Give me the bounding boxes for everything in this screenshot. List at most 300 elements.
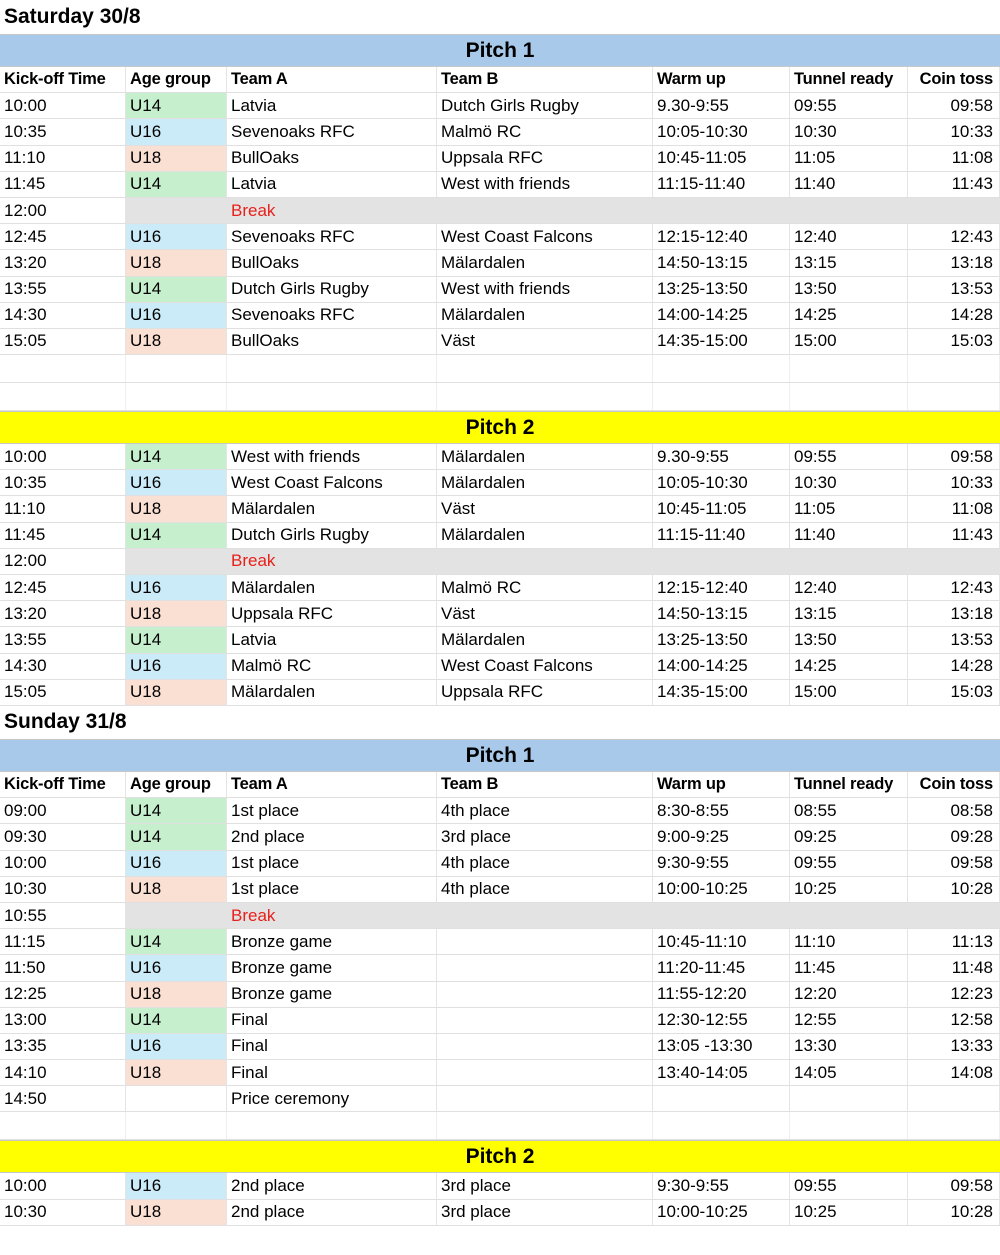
warm-up: 10:00-10:25 (653, 1200, 790, 1225)
coin-toss: 13:33 (908, 1034, 1000, 1059)
team-a: BullOaks (227, 329, 437, 354)
warm-up: 8:30-8:55 (653, 798, 790, 823)
empty-cell (437, 1112, 653, 1139)
tunnel-ready: 15:00 (790, 329, 908, 354)
team-b (437, 982, 653, 1007)
match-row (0, 444, 1000, 470)
coin-toss: 09:58 (908, 851, 1000, 876)
match-row (0, 680, 1000, 706)
age-group-badge: U16 (126, 851, 227, 876)
tunnel-ready: 09:55 (790, 851, 908, 876)
match-row (0, 1086, 1000, 1112)
tunnel-ready: 13:15 (790, 250, 908, 275)
warm-up: 10:45-11:10 (653, 929, 790, 954)
kickoff-time: 14:30 (0, 303, 126, 328)
tunnel-ready: 11:05 (790, 496, 908, 521)
empty-cell (437, 198, 653, 223)
team-b: Väst (437, 496, 653, 521)
team-b: Väst (437, 601, 653, 626)
empty-cell (908, 549, 1000, 574)
kickoff-time: 10:55 (0, 903, 126, 928)
tunnel-ready: 11:40 (790, 523, 908, 548)
empty-cell (790, 383, 908, 410)
age-group-badge: U18 (126, 496, 227, 521)
tunnel-ready: 14:25 (790, 654, 908, 679)
coin-toss: 11:43 (908, 172, 1000, 197)
header-kickoff-time: Kick-off Time (0, 772, 126, 797)
team-a: Uppsala RFC (227, 601, 437, 626)
kickoff-time: 11:15 (0, 929, 126, 954)
team-a: Mälardalen (227, 496, 437, 521)
warm-up: 11:15-11:40 (653, 523, 790, 548)
team-b: 3rd place (437, 824, 653, 849)
team-a: West Coast Falcons (227, 470, 437, 495)
warm-up: 14:00-14:25 (653, 654, 790, 679)
kickoff-time: 13:35 (0, 1034, 126, 1059)
age-group-badge: U14 (126, 172, 227, 197)
header-team-a: Team A (227, 67, 437, 92)
age-group-badge: U18 (126, 329, 227, 354)
match-row (0, 851, 1000, 877)
team-b: 4th place (437, 798, 653, 823)
coin-toss: 15:03 (908, 329, 1000, 354)
kickoff-time: 10:30 (0, 877, 126, 902)
age-group-badge: U14 (126, 1008, 227, 1033)
age-group-badge: U16 (126, 1034, 227, 1059)
tunnel-ready: 10:30 (790, 470, 908, 495)
tunnel-ready: 09:55 (790, 93, 908, 118)
empty-cell (0, 383, 126, 410)
match-row (0, 1173, 1000, 1199)
empty-cell (126, 198, 227, 223)
match-row (0, 224, 1000, 250)
empty-cell (0, 1112, 126, 1139)
age-group-badge: U14 (126, 798, 227, 823)
kickoff-time: 09:30 (0, 824, 126, 849)
kickoff-time: 12:45 (0, 575, 126, 600)
kickoff-time: 13:20 (0, 250, 126, 275)
kickoff-time: 12:25 (0, 982, 126, 1007)
break-row (0, 549, 1000, 575)
coin-toss: 14:28 (908, 303, 1000, 328)
pitch-title: Pitch 2 (0, 1140, 1000, 1173)
empty-cell (653, 198, 790, 223)
team-b: Uppsala RFC (437, 146, 653, 171)
empty-cell (126, 549, 227, 574)
team-a: Malmö RC (227, 654, 437, 679)
team-b: 4th place (437, 851, 653, 876)
age-group-badge: U14 (126, 929, 227, 954)
kickoff-time: 11:45 (0, 523, 126, 548)
match-row (0, 654, 1000, 680)
team-b: 3rd place (437, 1173, 653, 1198)
coin-toss: 10:33 (908, 119, 1000, 144)
team-a: Latvia (227, 93, 437, 118)
break-row (0, 198, 1000, 224)
tunnel-ready: 09:55 (790, 444, 908, 469)
team-a: Mälardalen (227, 575, 437, 600)
empty-cell (908, 198, 1000, 223)
match-row (0, 250, 1000, 276)
match-row (0, 277, 1000, 303)
header-age-group: Age group (126, 772, 227, 797)
team-b: West with friends (437, 172, 653, 197)
warm-up: 13:25-13:50 (653, 277, 790, 302)
team-a: Final (227, 1034, 437, 1059)
age-group-badge: U16 (126, 654, 227, 679)
kickoff-time: 10:30 (0, 1200, 126, 1225)
empty-cell (437, 549, 653, 574)
match-row (0, 627, 1000, 653)
empty-cell (790, 355, 908, 382)
team-b: Väst (437, 329, 653, 354)
team-b: Mälardalen (437, 523, 653, 548)
kickoff-time: 12:00 (0, 549, 126, 574)
warm-up: 11:15-11:40 (653, 172, 790, 197)
kickoff-time: 11:45 (0, 172, 126, 197)
header-row (0, 67, 1000, 93)
warm-up: 14:00-14:25 (653, 303, 790, 328)
warm-up: 9:30-9:55 (653, 851, 790, 876)
coin-toss: 09:58 (908, 1173, 1000, 1198)
empty-cell (0, 355, 126, 382)
coin-toss: 13:18 (908, 601, 1000, 626)
warm-up: 12:15-12:40 (653, 224, 790, 249)
header-team-a: Team A (227, 772, 437, 797)
coin-toss: 10:33 (908, 470, 1000, 495)
tunnel-ready: 09:55 (790, 1173, 908, 1198)
match-row (0, 470, 1000, 496)
warm-up: 13:40-14:05 (653, 1060, 790, 1085)
match-row (0, 1034, 1000, 1060)
header-coin-toss: Coin toss (908, 772, 1000, 797)
team-b: Mälardalen (437, 627, 653, 652)
kickoff-time: 10:00 (0, 93, 126, 118)
empty-cell (653, 383, 790, 410)
match-row (0, 172, 1000, 198)
header-coin-toss: Coin toss (908, 67, 1000, 92)
team-b (437, 1060, 653, 1085)
age-group-badge: U16 (126, 575, 227, 600)
team-b (437, 929, 653, 954)
kickoff-time: 14:30 (0, 654, 126, 679)
match-row (0, 955, 1000, 981)
team-b (437, 1086, 653, 1111)
pitch-title: Pitch 2 (0, 411, 1000, 444)
header-warm-up: Warm up (653, 772, 790, 797)
team-b: Malmö RC (437, 119, 653, 144)
age-group-badge: U18 (126, 250, 227, 275)
team-b: West Coast Falcons (437, 224, 653, 249)
warm-up: 11:55-12:20 (653, 982, 790, 1007)
warm-up: 14:50-13:15 (653, 250, 790, 275)
kickoff-time: 10:00 (0, 444, 126, 469)
empty-cell (126, 1112, 227, 1139)
empty-cell (227, 383, 437, 410)
empty-cell (653, 1112, 790, 1139)
team-b (437, 1008, 653, 1033)
header-kickoff-time: Kick-off Time (0, 67, 126, 92)
warm-up: 11:20-11:45 (653, 955, 790, 980)
team-a: 2nd place (227, 824, 437, 849)
tunnel-ready: 14:25 (790, 303, 908, 328)
coin-toss: 14:08 (908, 1060, 1000, 1085)
age-group-badge: U16 (126, 303, 227, 328)
warm-up: 10:05-10:30 (653, 119, 790, 144)
empty-cell (653, 903, 790, 928)
empty-cell (908, 383, 1000, 410)
kickoff-time: 13:00 (0, 1008, 126, 1033)
coin-toss: 14:28 (908, 654, 1000, 679)
empty-cell (437, 903, 653, 928)
team-a: 2nd place (227, 1200, 437, 1225)
coin-toss: 08:58 (908, 798, 1000, 823)
coin-toss: 09:28 (908, 824, 1000, 849)
day-block (0, 705, 1000, 1226)
tunnel-ready: 11:05 (790, 146, 908, 171)
break-row (0, 903, 1000, 929)
coin-toss: 10:28 (908, 1200, 1000, 1225)
team-a: Latvia (227, 172, 437, 197)
tunnel-ready: 10:30 (790, 119, 908, 144)
kickoff-time: 11:50 (0, 955, 126, 980)
age-group-badge: U16 (126, 955, 227, 980)
tunnel-ready: 15:00 (790, 680, 908, 705)
coin-toss: 09:58 (908, 93, 1000, 118)
tunnel-ready: 13:50 (790, 627, 908, 652)
match-row (0, 93, 1000, 119)
empty-cell (227, 355, 437, 382)
tunnel-ready: 11:40 (790, 172, 908, 197)
coin-toss: 12:43 (908, 575, 1000, 600)
age-group-badge: U18 (126, 877, 227, 902)
kickoff-time: 13:55 (0, 277, 126, 302)
tunnel-ready: 11:45 (790, 955, 908, 980)
match-row (0, 1200, 1000, 1226)
coin-toss: 11:48 (908, 955, 1000, 980)
pitch-title: Pitch 1 (0, 34, 1000, 67)
coin-toss: 13:53 (908, 277, 1000, 302)
tunnel-ready: 12:55 (790, 1008, 908, 1033)
age-group-badge: U14 (126, 523, 227, 548)
coin-toss: 13:18 (908, 250, 1000, 275)
age-group-badge: U16 (126, 224, 227, 249)
age-group (126, 1086, 227, 1111)
team-a: Dutch Girls Rugby (227, 277, 437, 302)
team-b: Uppsala RFC (437, 680, 653, 705)
coin-toss: 13:53 (908, 627, 1000, 652)
team-a: Price ceremony (227, 1086, 437, 1111)
team-a: 2nd place (227, 1173, 437, 1198)
match-row (0, 798, 1000, 824)
coin-toss (908, 1086, 1000, 1111)
kickoff-time: 15:05 (0, 680, 126, 705)
tunnel-ready: 10:25 (790, 877, 908, 902)
kickoff-time: 10:00 (0, 1173, 126, 1198)
age-group-badge: U14 (126, 824, 227, 849)
team-a: Sevenoaks RFC (227, 303, 437, 328)
empty-cell (126, 903, 227, 928)
team-a: Sevenoaks RFC (227, 119, 437, 144)
tunnel-ready: 13:50 (790, 277, 908, 302)
team-a: BullOaks (227, 146, 437, 171)
team-a: Bronze game (227, 955, 437, 980)
age-group-badge: U18 (126, 1200, 227, 1225)
team-a: 1st place (227, 851, 437, 876)
match-row (0, 877, 1000, 903)
empty-cell (790, 549, 908, 574)
team-a: Bronze game (227, 929, 437, 954)
empty-cell (908, 1112, 1000, 1139)
age-group-badge: U14 (126, 627, 227, 652)
coin-toss: 15:03 (908, 680, 1000, 705)
warm-up: 14:35-15:00 (653, 680, 790, 705)
match-row (0, 303, 1000, 329)
match-row (0, 982, 1000, 1008)
header-row (0, 772, 1000, 798)
kickoff-time: 12:45 (0, 224, 126, 249)
team-a: West with friends (227, 444, 437, 469)
tunnel-ready: 10:25 (790, 1200, 908, 1225)
kickoff-time: 10:35 (0, 470, 126, 495)
team-b: Mälardalen (437, 250, 653, 275)
empty-cell (126, 355, 227, 382)
coin-toss: 12:43 (908, 224, 1000, 249)
match-row (0, 1008, 1000, 1034)
empty-cell (908, 355, 1000, 382)
team-a: Dutch Girls Rugby (227, 523, 437, 548)
coin-toss: 11:43 (908, 523, 1000, 548)
warm-up: 10:45-11:05 (653, 496, 790, 521)
team-a: Final (227, 1008, 437, 1033)
empty-cell (653, 355, 790, 382)
kickoff-time: 09:00 (0, 798, 126, 823)
kickoff-time: 11:10 (0, 146, 126, 171)
tunnel-ready: 08:55 (790, 798, 908, 823)
kickoff-time: 13:20 (0, 601, 126, 626)
header-warm-up: Warm up (653, 67, 790, 92)
coin-toss: 09:58 (908, 444, 1000, 469)
coin-toss: 11:08 (908, 146, 1000, 171)
match-row (0, 929, 1000, 955)
warm-up: 9:30-9:55 (653, 1173, 790, 1198)
coin-toss: 12:58 (908, 1008, 1000, 1033)
match-row (0, 601, 1000, 627)
spacer-row (0, 1112, 1000, 1140)
warm-up: 14:50-13:15 (653, 601, 790, 626)
spacer-row (0, 355, 1000, 383)
kickoff-time: 10:00 (0, 851, 126, 876)
age-group-badge: U14 (126, 444, 227, 469)
team-b: Mälardalen (437, 444, 653, 469)
age-group-badge: U14 (126, 93, 227, 118)
coin-toss: 11:08 (908, 496, 1000, 521)
team-a: Mälardalen (227, 680, 437, 705)
pitch-title: Pitch 1 (0, 739, 1000, 772)
age-group-badge: U18 (126, 982, 227, 1007)
team-a: 1st place (227, 877, 437, 902)
empty-cell (126, 383, 227, 410)
day-title: Sunday 31/8 (4, 710, 127, 733)
coin-toss: 12:23 (908, 982, 1000, 1007)
empty-cell (437, 355, 653, 382)
warm-up: 9.30-9:55 (653, 93, 790, 118)
age-group-badge: U16 (126, 1173, 227, 1198)
warm-up: 13:25-13:50 (653, 627, 790, 652)
header-team-b: Team B (437, 772, 653, 797)
age-group-badge: U16 (126, 470, 227, 495)
warm-up: 12:15-12:40 (653, 575, 790, 600)
match-row (0, 1060, 1000, 1086)
day-title: Saturday 30/8 (4, 5, 141, 28)
match-row (0, 329, 1000, 355)
team-b: West Coast Falcons (437, 654, 653, 679)
empty-cell (790, 903, 908, 928)
team-b: West with friends (437, 277, 653, 302)
empty-cell (790, 198, 908, 223)
warm-up (653, 1086, 790, 1111)
warm-up: 10:00-10:25 (653, 877, 790, 902)
kickoff-time: 11:10 (0, 496, 126, 521)
warm-up: 14:35-15:00 (653, 329, 790, 354)
team-b: 4th place (437, 877, 653, 902)
team-a: BullOaks (227, 250, 437, 275)
age-group-badge: U18 (126, 146, 227, 171)
spacer-row (0, 383, 1000, 411)
team-a: Latvia (227, 627, 437, 652)
header-tunnel-ready: Tunnel ready (790, 772, 908, 797)
team-b: Malmö RC (437, 575, 653, 600)
warm-up: 13:05 -13:30 (653, 1034, 790, 1059)
kickoff-time: 15:05 (0, 329, 126, 354)
warm-up: 12:30-12:55 (653, 1008, 790, 1033)
team-a: Final (227, 1060, 437, 1085)
warm-up: 10:45-11:05 (653, 146, 790, 171)
coin-toss: 10:28 (908, 877, 1000, 902)
coin-toss: 11:13 (908, 929, 1000, 954)
age-group-badge: U18 (126, 601, 227, 626)
team-b: Mälardalen (437, 303, 653, 328)
tunnel-ready: 12:20 (790, 982, 908, 1007)
warm-up: 9:00-9:25 (653, 824, 790, 849)
break-label: Break (231, 200, 276, 220)
break-label: Break (231, 905, 276, 925)
age-group-badge: U16 (126, 119, 227, 144)
break-label: Break (231, 551, 276, 571)
header-team-b: Team B (437, 67, 653, 92)
team-b: Mälardalen (437, 470, 653, 495)
age-group-badge: U18 (126, 680, 227, 705)
header-tunnel-ready: Tunnel ready (790, 67, 908, 92)
tunnel-ready: 12:40 (790, 575, 908, 600)
tunnel-ready: 09:25 (790, 824, 908, 849)
team-b: 3rd place (437, 1200, 653, 1225)
empty-cell (790, 1112, 908, 1139)
team-b: Dutch Girls Rugby (437, 93, 653, 118)
age-group-badge: U18 (126, 1060, 227, 1085)
team-b (437, 1034, 653, 1059)
match-row (0, 496, 1000, 522)
empty-cell (908, 903, 1000, 928)
empty-cell (227, 1112, 437, 1139)
match-row (0, 824, 1000, 850)
team-b (437, 955, 653, 980)
header-age-group: Age group (126, 67, 227, 92)
empty-cell (653, 549, 790, 574)
age-group-badge: U14 (126, 277, 227, 302)
match-row (0, 146, 1000, 172)
tunnel-ready: 12:40 (790, 224, 908, 249)
